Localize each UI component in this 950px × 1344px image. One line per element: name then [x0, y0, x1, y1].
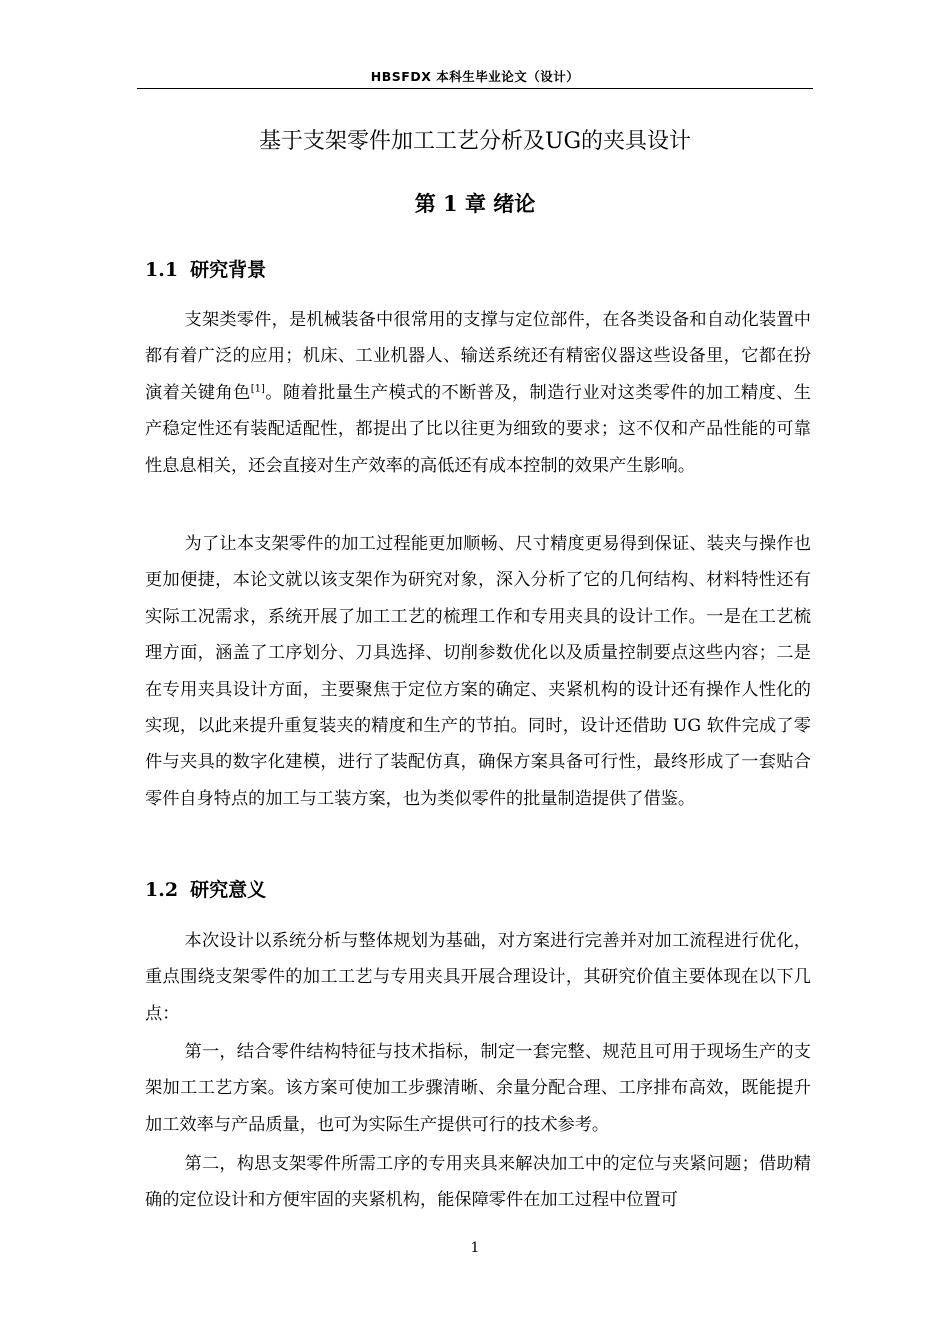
section-title: 研究意义 — [190, 879, 267, 901]
paragraph-text: 支架类零件，是机械装备中很常用的支撑与定位部件，在各类设备和自动化装置中都有着广泛的应用；机床、工业机器人、输送系统还有精密仪器这些设备里，它都在扮演着关键角色 — [145, 310, 811, 403]
paragraph: 第二，构思支架零件所需工序的专用夹具来解决加工中的定位与夹紧问题；借助精确的定位设计和方便牢固的夹紧机构，能保障零件在加工过程中位置可 — [145, 1154, 811, 1211]
citation-ref[interactable]: [1] — [250, 383, 265, 395]
chapter-title: 第 1 章 绪论 — [414, 191, 536, 216]
paragraph — [145, 302, 811, 484]
document-title: 基于支架零件加工工艺分析及UG的夹具设计 — [258, 129, 692, 154]
page-number: 1 — [470, 1240, 480, 1256]
paragraph: 为了让本支架零件的加工过程能更加顺畅、尺寸精度更易得到保证、装夹与操作也更加便捷，本论文就以该支架作为研究对象，深入分析了它的几何结构、材料特性还有实际工况需求，系统开展了加工工艺的梳理工作和专用夹具的设计工作。一是在工艺梳理方面，涵盖了工序划分、刀具选择、切削参数优化以及质量控制要点这些内容；二是在专用夹具设计方面，主要聚焦于定位方案的确定、夹紧机构的设计还有操作人性化的实现，以此来提升重复装夹的精度和生产的节拍。同时，设计还借助 UG 软件完成了零件与夹具的数字化建模，进行了装配仿真，确保方案具备可行性，最终形成了一套贴合零件自身特点的加工与工装方案，也为类似零件的批量制造提供了借鉴。 — [145, 534, 811, 809]
header-rule — [137, 88, 813, 89]
running-header: HBSFDX 本科生毕业论文（设计） — [370, 69, 580, 84]
section-heading-1-1 — [145, 254, 266, 286]
section-number: 1.2 — [145, 879, 179, 901]
section-number: 1.1 — [145, 259, 179, 281]
section-title: 研究背景 — [190, 259, 267, 281]
paragraph: 本次设计以系统分析与整体规划为基础，对方案进行完善并对加工流程进行优化，重点围绕支架零件的加工工艺与专用夹具开展合理设计，其研究价值主要体现在以下几点： — [145, 931, 811, 1024]
paragraph: 第一，结合零件结构特征与技术指标，制定一套完整、规范且可用于现场生产的支架加工工艺方案。该方案可使加工步骤清晰、余量分配合理、工序排布高效，既能提升加工效率与产品质量，也可为实际生产提供可行的技术参考。 — [145, 1042, 811, 1135]
section-heading-1-2 — [145, 874, 266, 906]
paragraph-text: 。随着批量生产模式的不断普及，制造行业对这类零件的加工精度、生产稳定性还有装配适配性，都提出了比以往更为细致的要求；这不仅和产品性能的可靠性息息相关，还会直接对生产效率的高低还有成本控制的效果产生影响。 — [145, 382, 811, 476]
